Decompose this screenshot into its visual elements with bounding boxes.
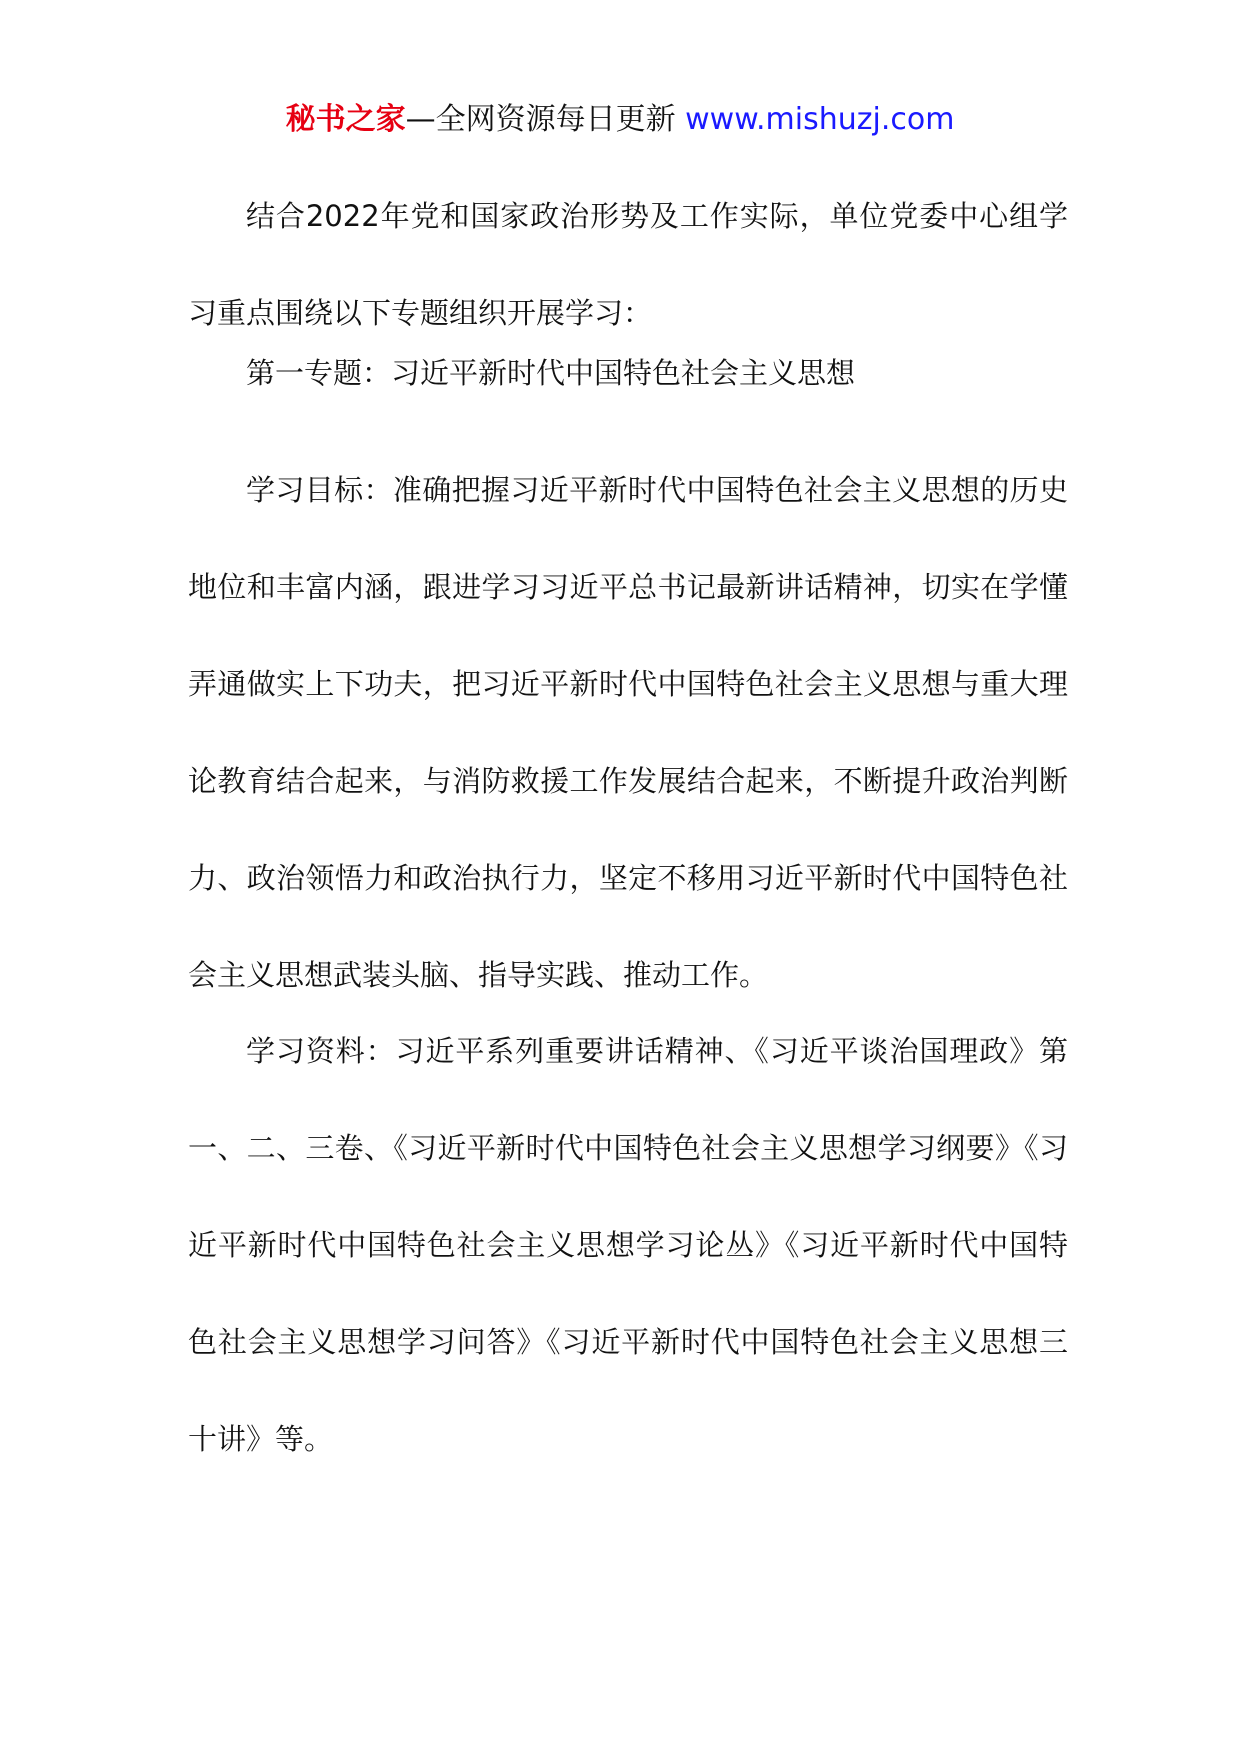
learning-goal-paragraph: 学习目标：准确把握习近平新时代中国特色社会主义思想的历史地位和丰富内涵，跟进学习习近平总书记最新讲话精神，切实在学懂弄通做实上下功夫，把习近平新时代中国特色社会主义思想与重大理论教育结合起来，与消防救援工作发展结合起来，不断提升政治判断力、政治领悟力和政治执行力，坚定不移用习近平新时代中国特色社会主义思想武装头脑、指导实践、推动工作。: [188, 473, 1068, 992]
topic-title: 第一专题：习近平新时代中国特色社会主义思想: [246, 356, 856, 390]
intro-paragraph: 结合2022年党和国家政治形势及工作实际，单位党委中心组学习重点围绕以下专题组织开展学习：: [188, 199, 1068, 330]
site-url-link[interactable]: www.mishuzj.com: [685, 102, 955, 137]
header-tagline: —全网资源每日更新: [405, 102, 686, 137]
learning-materials-paragraph: 学习资料：习近平系列重要讲话精神、《习近平谈治国理政》第一、二、三卷、《习近平新时代中国特色社会主义思想学习纲要》《习近平新时代中国特色社会主义思想学习论丛》《习近平新时代中国特色社会主义思想学习问答》《习近平新时代中国特色社会主义思想三十讲》等。: [188, 1034, 1068, 1456]
brand-name: 秘书之家: [285, 102, 406, 137]
page-header: [0, 100, 1240, 140]
